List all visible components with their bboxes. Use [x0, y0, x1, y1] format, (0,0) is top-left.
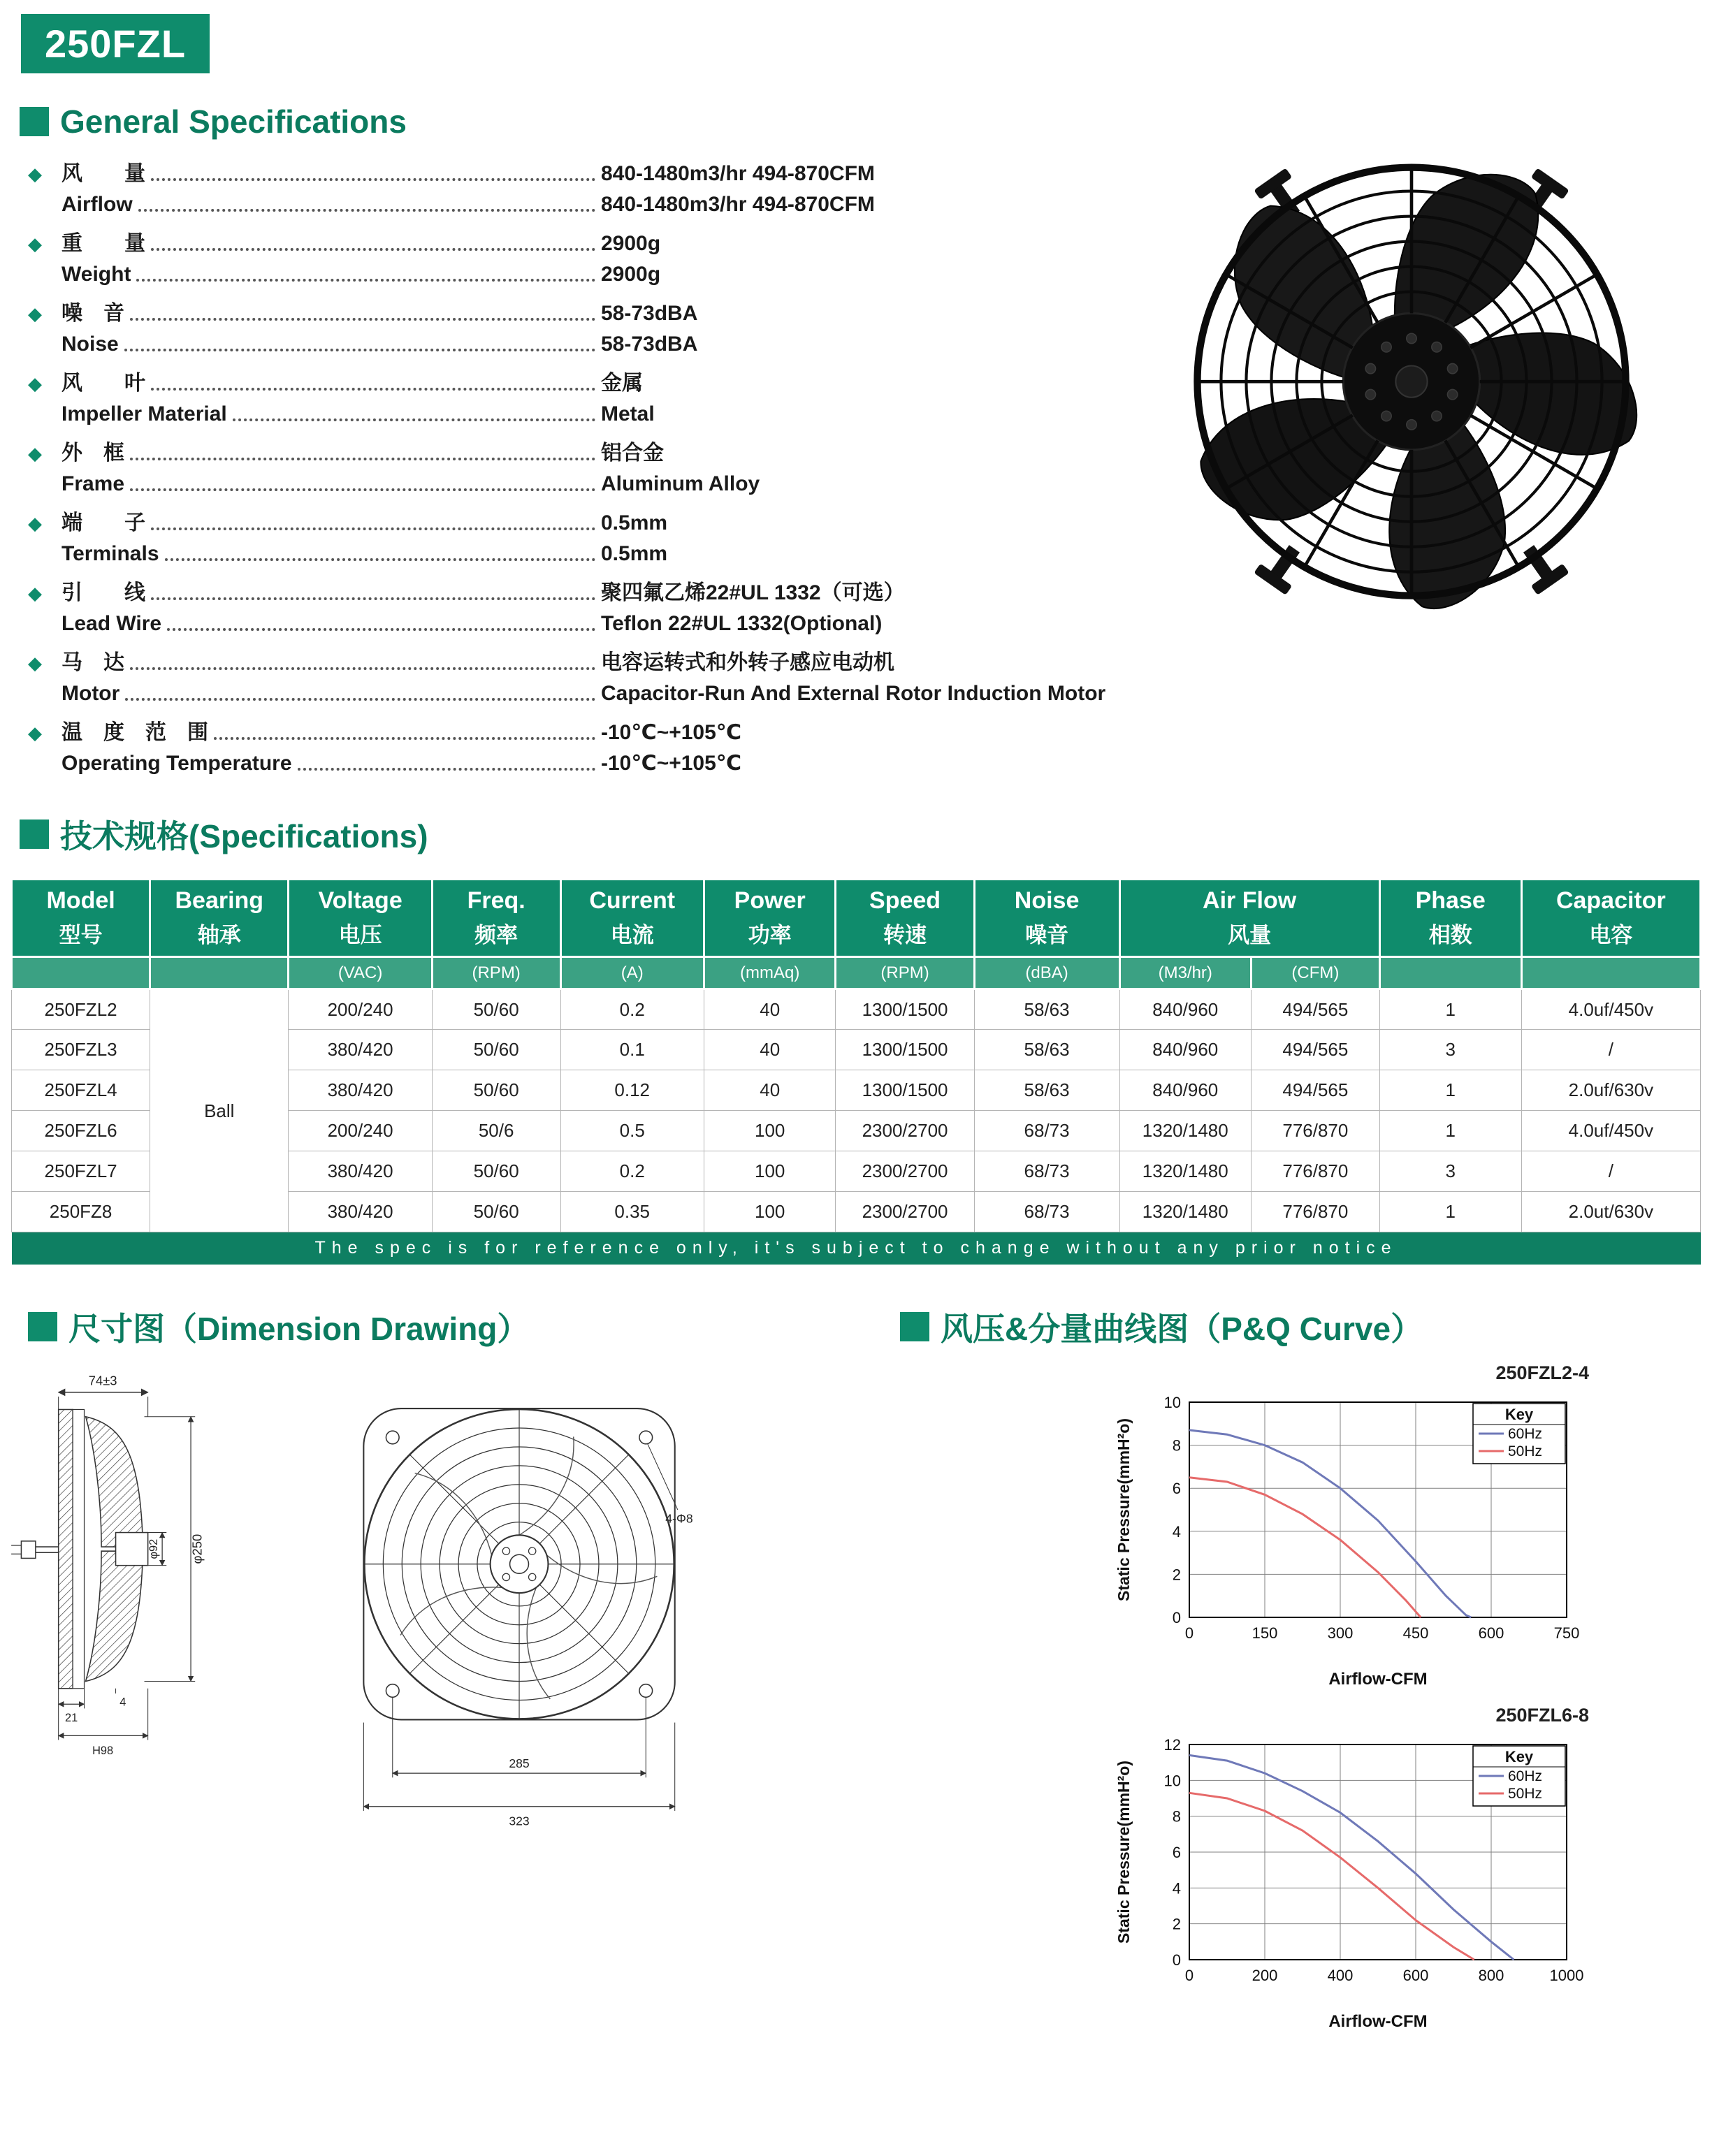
spec-item [28, 508, 1118, 569]
table-cell: 68/73 [974, 1111, 1119, 1151]
dim-outer-dia-label: φ250 [189, 1534, 205, 1564]
spec-table-body [12, 989, 1701, 1232]
spec-value: Metal [601, 402, 655, 425]
spec-row [28, 298, 1118, 329]
spec-row [28, 539, 1118, 569]
svg-text:6: 6 [1172, 1479, 1181, 1497]
svg-text:4: 4 [1172, 1879, 1181, 1897]
unit-cell: (M3/hr) [1119, 957, 1252, 989]
table-cell: 3 [1379, 1151, 1521, 1192]
unit-cell [1379, 957, 1521, 989]
pq-chart-250fzl6-8 [1111, 1705, 1614, 2037]
svg-text:Airflow-CFM: Airflow-CFM [1328, 1669, 1428, 1689]
diamond-bullet-icon: ◆ [28, 233, 42, 254]
spec-row [28, 189, 1118, 220]
dotted-leader [298, 768, 595, 771]
pq-section [880, 1304, 1698, 2037]
spec-item [28, 228, 1118, 290]
fan-hub [1343, 313, 1479, 449]
spec-label: 噪 音 [61, 302, 124, 325]
model-cell: 250FZL2 [12, 989, 150, 1030]
dotted-leader [151, 248, 595, 251]
table-cell: 380/420 [289, 1192, 432, 1232]
column-header-speed: Speed 转速 [836, 880, 974, 957]
svg-text:600: 600 [1402, 1966, 1429, 1984]
svg-text:Airflow-CFM: Airflow-CFM [1328, 2011, 1428, 2031]
table-cell: 40 [704, 1030, 836, 1070]
spec-row [28, 159, 1118, 189]
dim-overall-label: 323 [509, 1814, 530, 1828]
spec-item [28, 438, 1118, 500]
table-cell: 1320/1480 [1119, 1151, 1252, 1192]
table-cell: 776/870 [1252, 1192, 1380, 1232]
spec-label: 风 叶 [61, 372, 145, 395]
table-cell: 0.2 [560, 1151, 704, 1192]
table-cell: / [1521, 1030, 1700, 1070]
spec-row [28, 609, 1118, 639]
spec-value: 聚四氟乙烯22#UL 1332（可选） [601, 581, 905, 604]
table-cell: 200/240 [289, 989, 432, 1030]
spec-row [28, 508, 1118, 539]
diamond-bullet-icon: ◆ [28, 653, 42, 673]
diamond-bullet-icon: ◆ [28, 163, 42, 184]
svg-text:8: 8 [1172, 1436, 1181, 1455]
dim-depth-label: 21 [64, 1711, 78, 1724]
table-cell: 58/63 [974, 1030, 1119, 1070]
spec-label: Terminals [61, 542, 159, 565]
table-cell: 50/60 [432, 1070, 560, 1111]
spec-row [28, 399, 1118, 430]
spec-label: Lead Wire [61, 612, 162, 635]
svg-text:450: 450 [1402, 1624, 1429, 1642]
dotted-leader [151, 388, 595, 391]
table-cell: 4.0uf/450v [1521, 1111, 1700, 1151]
unit-cell: (mmAq) [704, 957, 836, 989]
spec-row [28, 718, 1118, 748]
spec-label: Operating Temperature [61, 752, 292, 775]
table-cell: 1 [1379, 1111, 1521, 1151]
dotted-leader [138, 209, 595, 212]
unit-cell: (A) [560, 957, 704, 989]
spec-row [28, 438, 1118, 469]
dim-hub-dia-label: φ92 [147, 1538, 160, 1559]
column-header-air-flow: Air Flow 风量 [1119, 880, 1379, 957]
section-marker-icon [20, 820, 49, 849]
svg-text:8: 8 [1172, 1807, 1181, 1826]
unit-cell: (VAC) [289, 957, 432, 989]
svg-text:400: 400 [1327, 1966, 1354, 1984]
spec-value: Aluminum Alloy [601, 472, 760, 495]
table-cell: 840/960 [1119, 1030, 1252, 1070]
spec-item [28, 368, 1118, 430]
table-cell: 1 [1379, 989, 1521, 1030]
spec-table-heading [20, 811, 1712, 857]
dim-gap-label: 4 [119, 1695, 126, 1708]
dotted-leader [130, 488, 595, 491]
table-cell: 1 [1379, 1070, 1521, 1111]
spec-row [28, 368, 1118, 399]
spec-row [28, 329, 1118, 360]
spec-value: 铝合金 [601, 442, 664, 465]
table-cell: / [1521, 1151, 1700, 1192]
table-cell: 68/73 [974, 1192, 1119, 1232]
spec-label: 引 线 [61, 581, 145, 604]
spec-item [28, 159, 1118, 220]
svg-text:0: 0 [1172, 1951, 1181, 1969]
svg-text:Static Pressure(mmH²o): Static Pressure(mmH²o) [1115, 1418, 1133, 1601]
diamond-bullet-icon: ◆ [28, 373, 42, 394]
spec-value: 2900g [601, 263, 661, 286]
table-cell: 50/60 [432, 1151, 560, 1192]
unit-cell [1521, 957, 1700, 989]
svg-text:12: 12 [1163, 1735, 1181, 1754]
fan-photo-svg [1160, 105, 1663, 651]
table-cell: 1300/1500 [836, 1070, 974, 1111]
svg-text:2: 2 [1172, 1915, 1181, 1933]
column-header-power: Power 功率 [704, 880, 836, 957]
table-cell: 40 [704, 1070, 836, 1111]
table-cell: 40 [704, 989, 836, 1030]
table-cell: 50/60 [432, 1192, 560, 1232]
dotted-leader [125, 698, 595, 701]
section-marker-icon [900, 1312, 929, 1341]
spec-value: 840-1480m3/hr 494-870CFM [601, 193, 875, 216]
table-cell: 50/60 [432, 989, 560, 1030]
unit-cell: (RPM) [432, 957, 560, 989]
table-cell: 840/960 [1119, 1070, 1252, 1111]
svg-text:10: 10 [1163, 1393, 1181, 1411]
spec-label: 重 量 [61, 232, 145, 255]
spec-value: -10℃~+105℃ [601, 721, 742, 744]
spec-label: Noise [61, 333, 119, 356]
spec-value: Capacitor-Run And External Rotor Induction Motor [601, 682, 1106, 705]
svg-text:10: 10 [1163, 1771, 1181, 1789]
unit-cell: (dBA) [974, 957, 1119, 989]
spec-value: -10℃~+105℃ [601, 752, 742, 775]
pq-heading [900, 1304, 1698, 1350]
general-specs-title-text: General Specifications [60, 103, 407, 140]
column-header-current: Current 电流 [560, 880, 704, 957]
svg-text:200: 200 [1252, 1966, 1278, 1984]
chart-canvas [1111, 1726, 1614, 2037]
spec-item [28, 578, 1118, 639]
fan-product-photo [1160, 105, 1663, 664]
dotted-leader [124, 349, 595, 351]
table-cell: 58/63 [974, 1070, 1119, 1111]
section-marker-icon [28, 1312, 57, 1341]
spec-label: Motor [61, 682, 120, 705]
model-cell: 250FZ8 [12, 1192, 150, 1232]
spec-row [28, 578, 1118, 609]
diamond-bullet-icon: ◆ [28, 513, 42, 534]
dimension-heading [28, 1304, 880, 1350]
table-cell: 380/420 [289, 1151, 432, 1192]
spec-row [28, 748, 1118, 779]
spec-value: 0.5mm [601, 511, 668, 534]
table-cell: 494/565 [1252, 1070, 1380, 1111]
svg-text:150: 150 [1252, 1624, 1278, 1642]
spec-table [10, 878, 1702, 1265]
table-cell: 0.5 [560, 1111, 704, 1151]
table-cell: 68/73 [974, 1151, 1119, 1192]
svg-text:Key: Key [1504, 1747, 1534, 1765]
table-cell: 776/870 [1252, 1151, 1380, 1192]
table-cell: 380/420 [289, 1070, 432, 1111]
dotted-leader [130, 458, 595, 460]
spec-value: 840-1480m3/hr 494-870CFM [601, 162, 875, 185]
svg-text:60Hz: 60Hz [1508, 1425, 1543, 1442]
spec-item [28, 298, 1118, 360]
spec-row [28, 648, 1118, 678]
unit-cell: (RPM) [836, 957, 974, 989]
svg-text:Static Pressure(mmH²o): Static Pressure(mmH²o) [1115, 1760, 1133, 1944]
section-marker-icon [20, 107, 49, 136]
dim-holes-label: 4-Φ8 [665, 1511, 693, 1526]
dotted-leader [130, 318, 595, 321]
front-view-drawing [316, 1368, 721, 1831]
spec-value: 58-73dBA [601, 333, 698, 356]
dimension-title-text: 尺寸图（Dimension Drawing） [68, 1310, 530, 1347]
svg-text:300: 300 [1327, 1624, 1354, 1642]
spec-value: 58-73dBA [601, 302, 698, 325]
bearing-cell: Ball [150, 989, 289, 1232]
column-header-phase: Phase 相数 [1379, 880, 1521, 957]
spec-row [28, 678, 1118, 709]
table-cell: 0.35 [560, 1192, 704, 1232]
spec-label: Frame [61, 472, 125, 495]
table-cell: 2300/2700 [836, 1111, 974, 1151]
spec-row [28, 228, 1118, 259]
model-cell: 250FZL7 [12, 1151, 150, 1192]
spec-label: 温 度 范 围 [61, 721, 208, 744]
pq-chart-250fzl2-4 [1111, 1362, 1614, 1695]
spec-label: Weight [61, 263, 131, 286]
spec-value: 金属 [601, 372, 643, 395]
spec-label: 端 子 [61, 511, 145, 534]
dotted-leader [130, 667, 595, 670]
unit-cell [12, 957, 150, 989]
svg-text:6: 6 [1172, 1843, 1181, 1861]
table-cell: 58/63 [974, 989, 1119, 1030]
model-cell: 250FZL6 [12, 1111, 150, 1151]
svg-text:2: 2 [1172, 1565, 1181, 1583]
spec-label: 马 达 [61, 651, 124, 674]
spec-row [28, 259, 1118, 290]
pq-chart-svg [1111, 1384, 1614, 1691]
table-cell: 1320/1480 [1119, 1192, 1252, 1232]
diamond-bullet-icon: ◆ [28, 443, 42, 464]
dimension-section [0, 1304, 880, 2037]
table-cell: 494/565 [1252, 989, 1380, 1030]
column-header-model: Model 型号 [12, 880, 150, 957]
general-spec-list [28, 159, 1118, 779]
table-cell: 380/420 [289, 1030, 432, 1070]
table-cell: 3 [1379, 1030, 1521, 1070]
table-cell: 0.12 [560, 1070, 704, 1111]
side-view-drawing [8, 1368, 309, 1783]
model-cell: 250FZL3 [12, 1030, 150, 1070]
table-cell: 2300/2700 [836, 1151, 974, 1192]
svg-text:50Hz: 50Hz [1508, 1785, 1543, 1802]
spec-item [28, 648, 1118, 709]
svg-text:Key: Key [1504, 1405, 1534, 1423]
table-cell: 1 [1379, 1192, 1521, 1232]
dotted-leader [214, 737, 595, 740]
diamond-bullet-icon: ◆ [28, 303, 42, 324]
svg-text:0: 0 [1172, 1608, 1181, 1626]
table-cell: 1320/1480 [1119, 1111, 1252, 1151]
dim-width-label: 74±3 [88, 1373, 117, 1388]
spec-value: Teflon 22#UL 1332(Optional) [601, 612, 883, 635]
svg-text:50Hz: 50Hz [1508, 1443, 1543, 1459]
svg-text:600: 600 [1478, 1624, 1504, 1642]
chart-title: 250FZL2-4 [1495, 1362, 1589, 1383]
table-cell: 200/240 [289, 1111, 432, 1151]
svg-text:800: 800 [1478, 1966, 1504, 1984]
svg-text:60Hz: 60Hz [1508, 1768, 1543, 1784]
spec-label: Airflow [61, 193, 133, 216]
model-badge: 250FZL [21, 14, 210, 73]
spec-table-head [12, 880, 1701, 989]
spec-row [28, 469, 1118, 500]
table-cell: 494/565 [1252, 1030, 1380, 1070]
dotted-leader [151, 597, 595, 600]
table-cell: 4.0uf/450v [1521, 989, 1700, 1030]
svg-text:750: 750 [1553, 1624, 1580, 1642]
table-cell: 100 [704, 1111, 836, 1151]
svg-text:0: 0 [1184, 1966, 1194, 1984]
column-header-noise: Noise 噪音 [974, 880, 1119, 957]
spec-value: 0.5mm [601, 542, 668, 565]
table-cell: 1300/1500 [836, 989, 974, 1030]
dotted-leader [233, 418, 595, 421]
spec-value: 2900g [601, 232, 661, 255]
unit-cell [150, 957, 289, 989]
svg-text:1000: 1000 [1549, 1966, 1584, 1984]
table-cell: 50/60 [432, 1030, 560, 1070]
table-cell: 0.1 [560, 1030, 704, 1070]
spec-label: Impeller Material [61, 402, 227, 425]
table-cell: 1300/1500 [836, 1030, 974, 1070]
dim-thread-label: H98 [92, 1744, 114, 1757]
spec-value: 电容运转式和外转子感应电动机 [601, 651, 894, 674]
column-header-bearing: Bearing 轴承 [150, 880, 289, 957]
dotted-leader [165, 558, 596, 561]
svg-text:4: 4 [1172, 1522, 1181, 1540]
column-header-freq-: Freq. 频率 [432, 880, 560, 957]
chart-title: 250FZL6-8 [1495, 1704, 1589, 1726]
table-cell: 100 [704, 1151, 836, 1192]
pq-chart-svg [1111, 1726, 1614, 2034]
pq-title-text: 风压&分量曲线图（P&Q Curve） [941, 1310, 1423, 1347]
table-cell: 840/960 [1119, 989, 1252, 1030]
dotted-leader [151, 178, 595, 181]
model-cell: 250FZL4 [12, 1070, 150, 1111]
diamond-bullet-icon: ◆ [28, 722, 42, 743]
table-cell: 100 [704, 1192, 836, 1232]
column-header-capacitor: Capacitor 电容 [1521, 880, 1700, 957]
dotted-leader [167, 628, 595, 631]
column-header-voltage: Voltage 电压 [289, 880, 432, 957]
table-cell: 2300/2700 [836, 1192, 974, 1232]
dotted-leader [151, 527, 595, 530]
spec-table-title-text: 技术规格(Specifications) [60, 818, 428, 854]
dotted-leader [136, 279, 595, 282]
table-cell: 2.0uf/630v [1521, 1070, 1700, 1111]
diamond-bullet-icon: ◆ [28, 583, 42, 604]
table-footnote: The spec is for reference only, it's subject to change without any prior notice [12, 1232, 1701, 1265]
table-cell: 0.2 [560, 989, 704, 1030]
unit-cell: (CFM) [1252, 957, 1380, 989]
spec-label: 外 框 [61, 442, 124, 465]
spec-label: 风 量 [61, 162, 145, 185]
dim-pitch-label: 285 [509, 1756, 530, 1770]
svg-text:0: 0 [1184, 1624, 1194, 1642]
table-cell: 2.0ut/630v [1521, 1192, 1700, 1232]
spec-item [28, 718, 1118, 779]
table-cell: 776/870 [1252, 1111, 1380, 1151]
chart-canvas [1111, 1384, 1614, 1695]
table-row [12, 989, 1701, 1030]
table-cell: 50/6 [432, 1111, 560, 1151]
